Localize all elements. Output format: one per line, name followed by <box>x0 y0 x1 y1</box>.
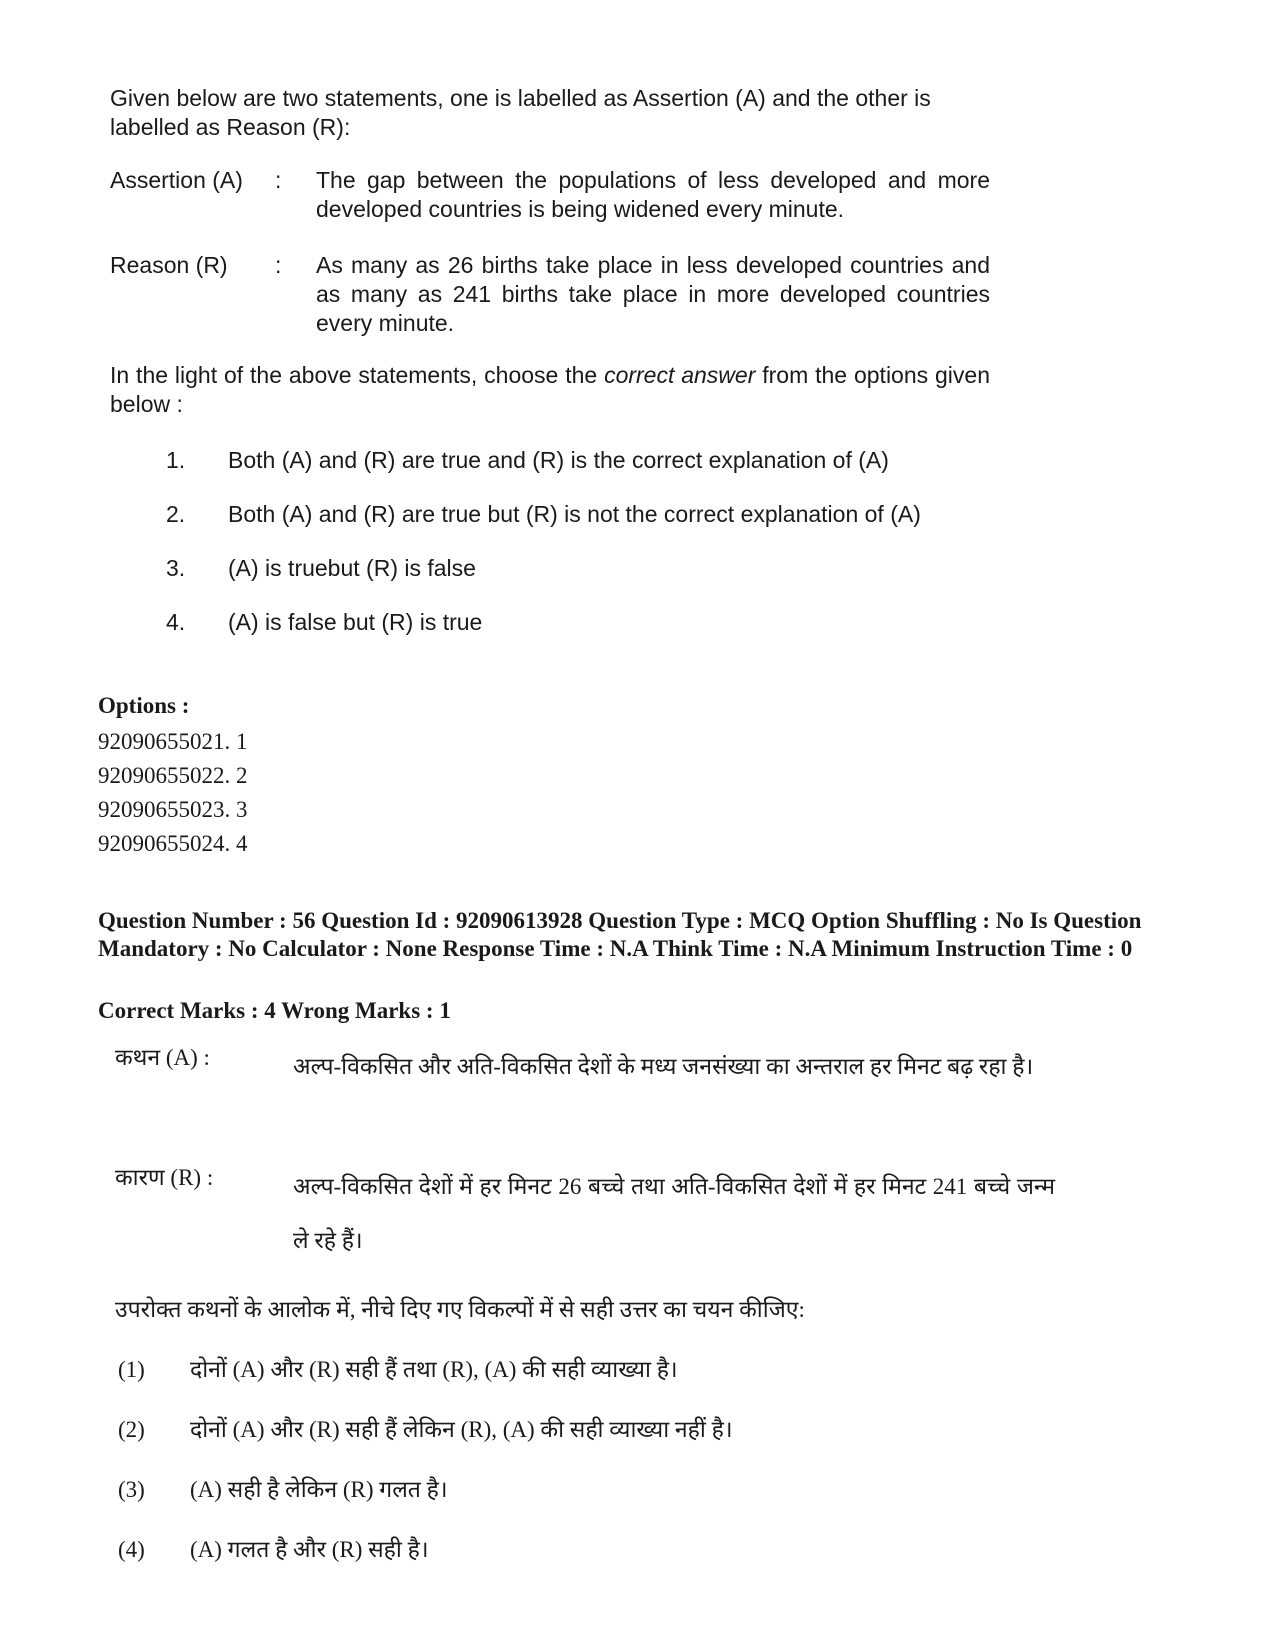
assertion-label: Assertion (A) <box>110 167 243 193</box>
option-text: (A) सही है लेकिन (R) गलत है। <box>190 1477 448 1502</box>
option-text: दोनों (A) और (R) सही हैं तथा (R), (A) की सही व्याख्या है। <box>190 1357 678 1382</box>
hindi-reason-text: अल्प-विकसित देशों में हर मिनट 26 बच्चे तथा अति-विकसित देशों में हर मिनट 241 बच्चे जन्म ले रहे हैं। <box>293 1174 1055 1253</box>
hindi-assertion-statement <box>115 1040 1055 1094</box>
hindi-answer-option-3 <box>118 1472 448 1504</box>
answer-option-4 <box>166 608 482 637</box>
option-number: (1) <box>118 1357 145 1382</box>
question-instruction <box>110 361 990 419</box>
hindi-answer-option-2 <box>118 1412 733 1444</box>
hindi-assertion-label: कथन (A) : <box>115 1045 210 1070</box>
option-text: Both (A) and (R) are true but (R) is not the correct explanation of (A) <box>228 501 921 527</box>
option-text: दोनों (A) और (R) सही हैं लेकिन (R), (A) की सही व्याख्या नहीं है। <box>190 1417 733 1442</box>
hindi-answer-option-1 <box>118 1352 678 1384</box>
option-number: 1. <box>166 447 186 473</box>
option-code: 92090655022. 2 <box>98 763 248 788</box>
options-heading: Options : <box>98 693 190 718</box>
option-number: 3. <box>166 555 186 581</box>
instruction-emphasis: correct answer <box>604 362 756 388</box>
option-text: Both (A) and (R) are true and (R) is the correct explanation of (A) <box>228 447 889 473</box>
reason-text: As many as 26 births take place in less developed countries and as many as 241 births take place in more developed countries every minute. <box>316 252 990 336</box>
assertion-separator: : <box>275 167 282 193</box>
option-text: (A) is truebut (R) is false <box>228 555 476 581</box>
option-number: 4. <box>166 609 186 635</box>
question-intro: Given below are two statements, one is labelled as Assertion (A) and the other is labelled as Reason (R): <box>110 85 931 140</box>
option-code: 92090655024. 4 <box>98 831 248 856</box>
instruction-part: from the options given below : <box>110 362 990 417</box>
assertion-text: The gap between the populations of less developed and more developed countries is being widened every minute. <box>316 167 990 222</box>
option-number: (2) <box>118 1417 145 1442</box>
option-number: 2. <box>166 501 186 527</box>
reason-statement <box>110 251 990 338</box>
instruction-part: In the light of the above statements, choose the <box>110 362 605 388</box>
hindi-instruction: उपरोक्त कथनों के आलोक में, नीचे दिए गए विकल्पों में से सही उत्तर का चयन कीजिए: <box>115 1297 805 1322</box>
answer-option-2 <box>166 500 921 529</box>
option-number: (4) <box>118 1537 145 1562</box>
hindi-reason-statement <box>115 1160 1055 1268</box>
reason-label: Reason (R) <box>110 252 228 278</box>
answer-option-1 <box>166 446 889 475</box>
answer-option-3 <box>166 554 476 583</box>
hindi-assertion-text: अल्प-विकसित और अति-विकसित देशों के मध्य जनसंख्या का अन्तराल हर मिनट बढ़ रहा है। <box>293 1054 1034 1079</box>
question-metadata: Question Number : 56 Question Id : 92090613928 Question Type : MCQ Option Shuffling : No Is Question Mandatory : No Calculator : None Response Time : N.A Think Time : N.A Minimum Instruction Time : 0 <box>98 908 1142 961</box>
option-text: (A) is false but (R) is true <box>228 609 483 635</box>
option-code: 92090655023. 3 <box>98 797 248 822</box>
hindi-answer-option-4 <box>118 1532 429 1564</box>
option-code: 92090655021. 1 <box>98 729 248 754</box>
option-text: (A) गलत है और (R) सही है। <box>190 1537 429 1562</box>
reason-separator: : <box>275 252 282 278</box>
option-number: (3) <box>118 1477 145 1502</box>
marks-info: Correct Marks : 4 Wrong Marks : 1 <box>98 998 451 1023</box>
assertion-statement <box>110 166 990 224</box>
hindi-reason-label: कारण (R) : <box>115 1165 214 1190</box>
